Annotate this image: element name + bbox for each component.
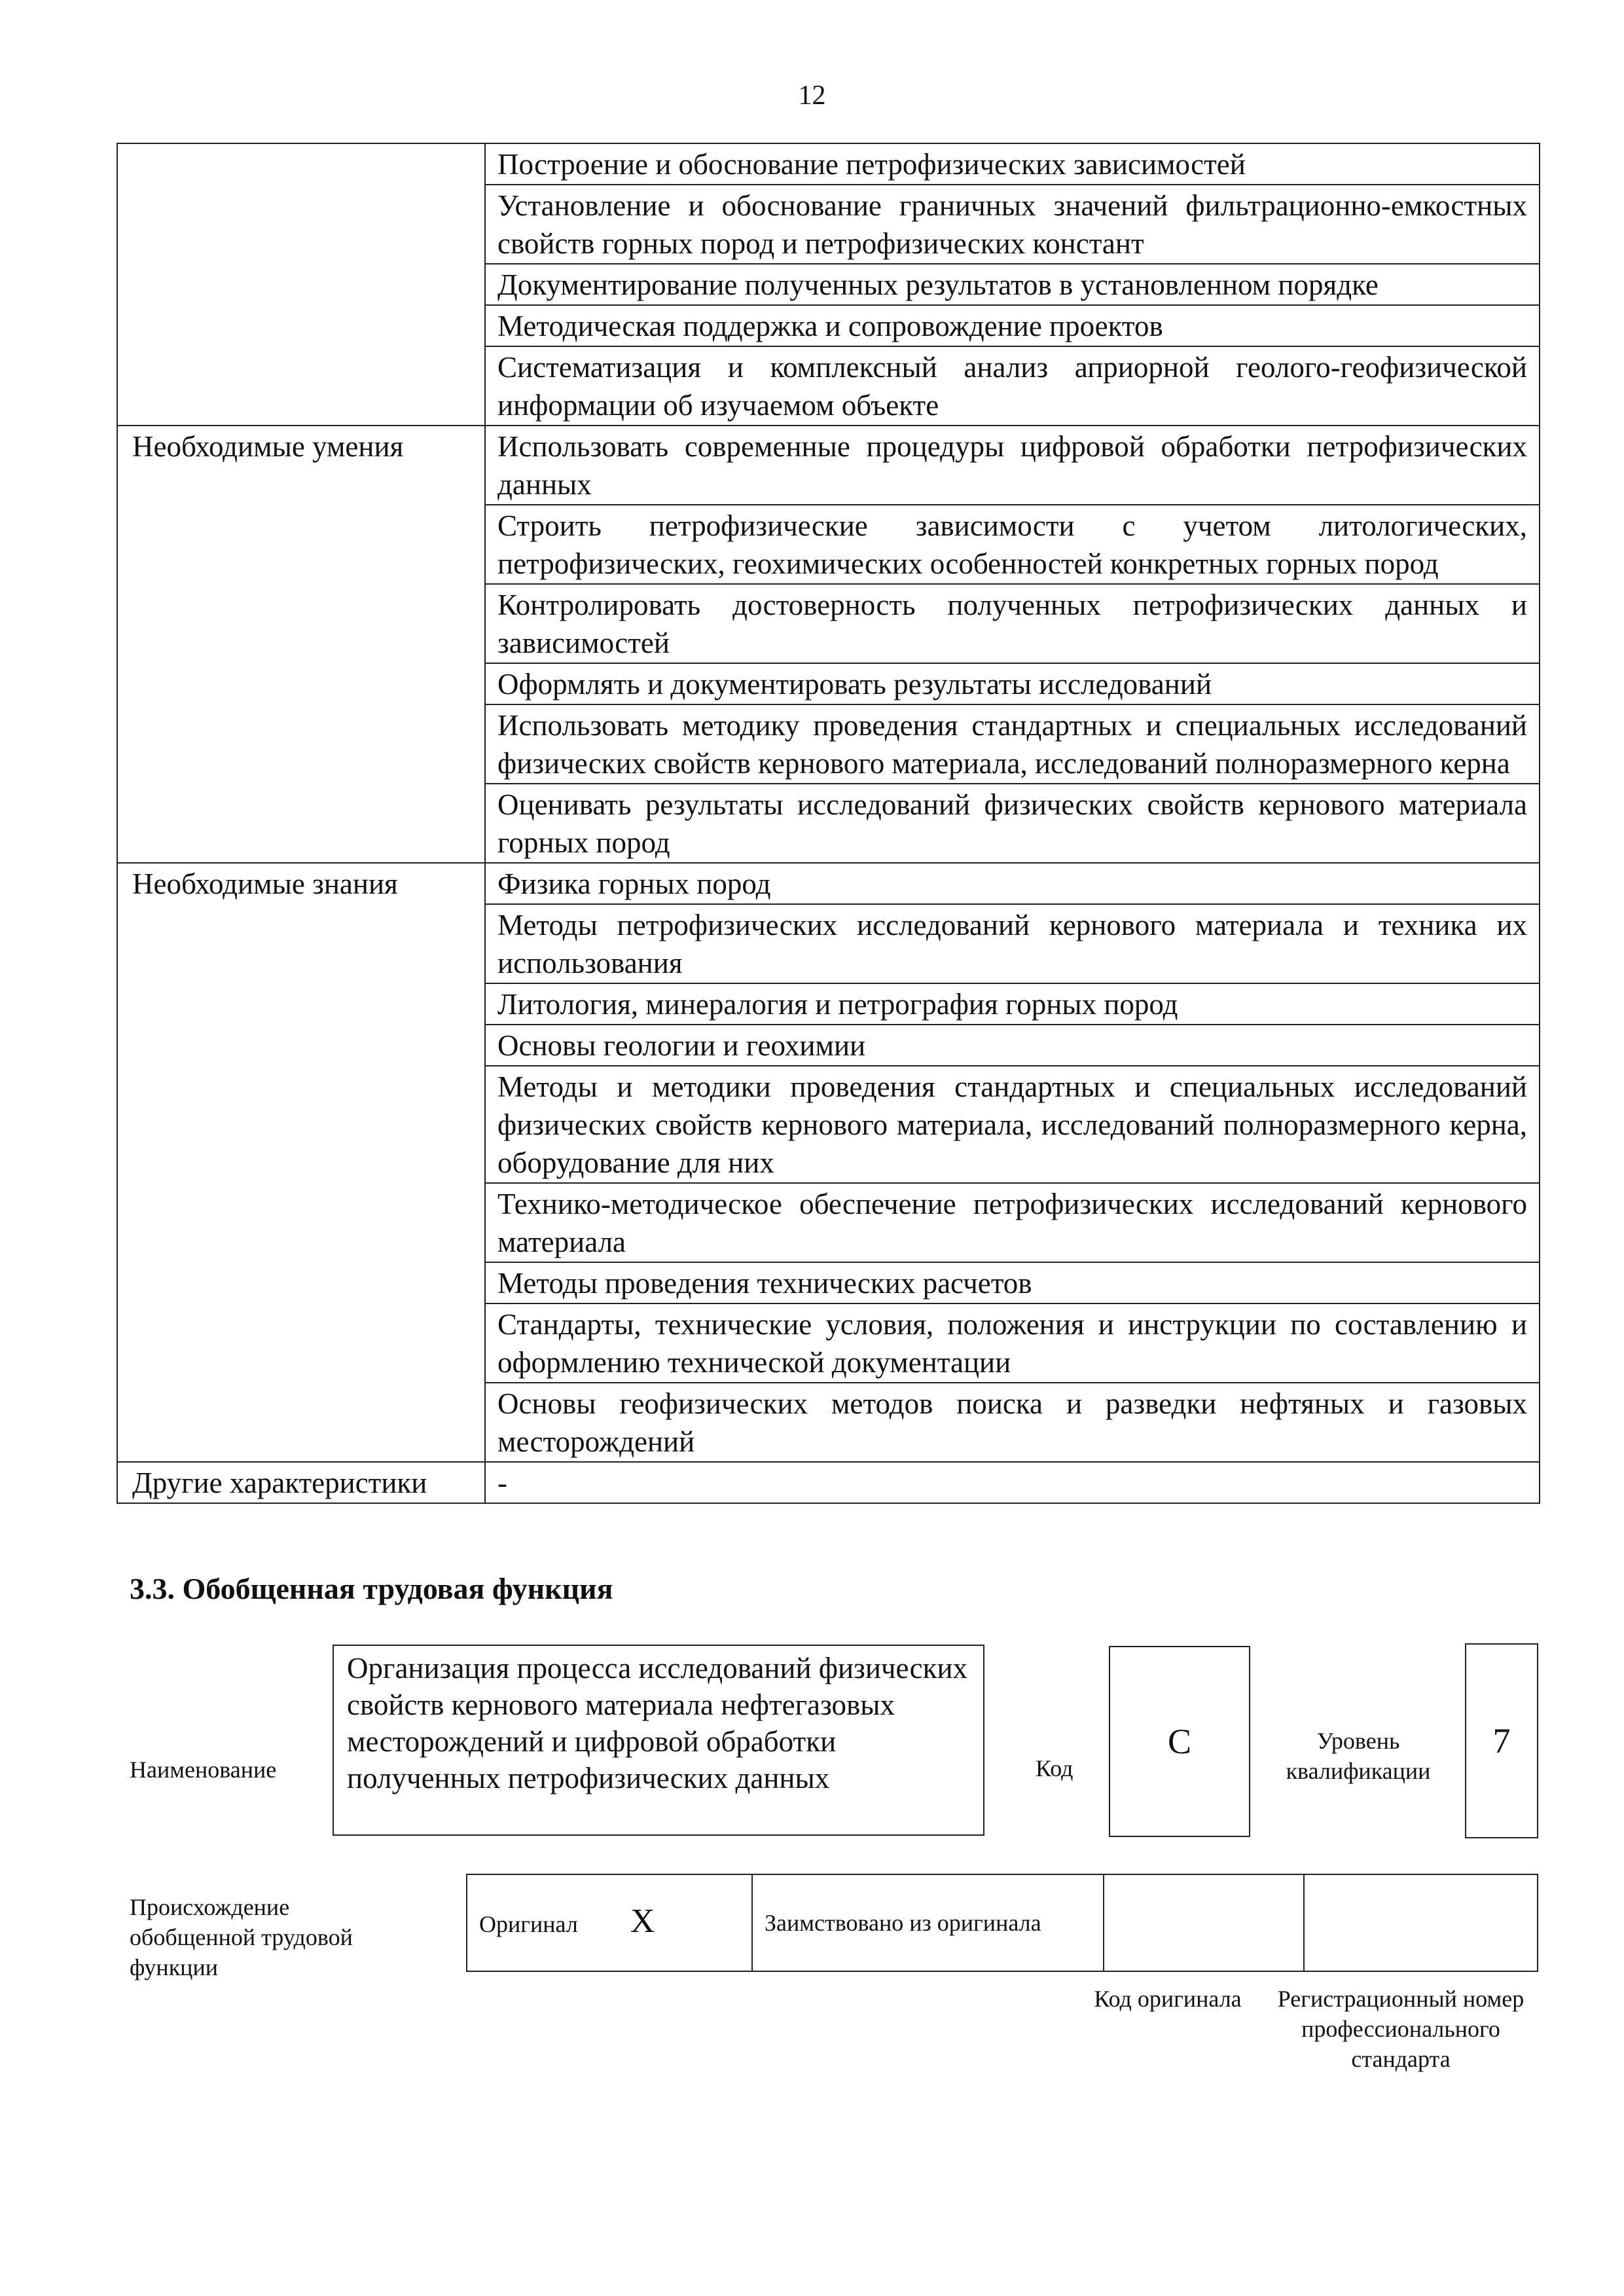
origin-code-cell: [1104, 1874, 1304, 1971]
row-item: Методическая поддержка и сопровождение проектов: [485, 305, 1540, 346]
row-item: Систематизация и комплексный анализ априорной геолого-геофизической информации об изучаемом объекте: [485, 346, 1540, 426]
row-item: Методы и методики проведения стандартных и специальных исследований физических свойств кернового материала, исследований полноразмерного керна, оборудование для них: [485, 1066, 1540, 1183]
section-title: 3.3. Обобщенная трудовая функция: [130, 1572, 613, 1605]
row-item: Технико-методическое обеспечение петрофизических исследований кернового материала: [485, 1183, 1540, 1262]
page-number: 12: [798, 81, 826, 111]
row-item: Основы геологии и геохимии: [485, 1025, 1540, 1066]
row-item: Установление и обоснование граничных значений фильтрационно-емкостных свойств горных пород и петрофизических констант: [485, 185, 1540, 264]
origin-borrowed-cell: [752, 1874, 1104, 1971]
row-label: Необходимые умения: [117, 426, 485, 863]
row-item: Оценивать результаты исследований физических свойств кернового материала горных пород: [485, 784, 1540, 863]
requirements-table: [117, 143, 1540, 1504]
borrowed-label: Заимствовано из оригинала: [765, 1910, 1041, 1936]
origin-code-caption: Код оригинала: [1094, 1986, 1242, 2012]
function-name-box: Организация процесса исследований физических свойств кернового материала нефтегазовых месторождений и цифровой обработки полученных петрофизических данных: [333, 1645, 984, 1836]
row-label: Необходимые знания: [117, 863, 485, 1462]
requirements-table-body: [117, 143, 1540, 1503]
qualification-level-label: Уровень квалификации: [1286, 1728, 1431, 1784]
row-item: Документирование полученных результатов в установленном порядке: [485, 264, 1540, 305]
origin-reg-caption: Регистрационный номер профессионального стандарта: [1277, 1986, 1525, 2072]
origin-reg-number-cell: [1304, 1874, 1538, 1971]
function-code-box: C: [1109, 1646, 1250, 1837]
row-item: Литология, минералогия и петрография горных пород: [485, 983, 1540, 1025]
row-item: Методы петрофизических исследований кернового материала и техника их использования: [485, 904, 1540, 983]
table-row: [117, 1462, 1540, 1503]
row-item: Основы геофизических методов поиска и разведки нефтяных и газовых месторождений: [485, 1383, 1540, 1462]
table-row: [117, 863, 1540, 904]
name-label: Наименование: [130, 1757, 277, 1783]
origin-table: [466, 1874, 1538, 1972]
row-item: Построение и обоснование петрофизических зависимостей: [485, 143, 1540, 185]
original-label: Оригинал: [479, 1911, 578, 1937]
row-item: Физика горных пород: [485, 863, 1540, 904]
table-row: [117, 143, 1540, 185]
qualification-level-box: 7: [1465, 1643, 1538, 1838]
origin-original-cell: [467, 1874, 752, 1971]
row-item: Строить петрофизические зависимости с учетом литологических, петрофизических, геохимических особенностей конкретных горных пород: [485, 505, 1540, 584]
row-item: Использовать методику проведения стандартных и специальных исследований физических свойств кернового материала, исследований полноразмерного керна: [485, 704, 1540, 784]
row-item: Контролировать достоверность полученных петрофизических данных и зависимостей: [485, 584, 1540, 663]
origin-label: Происхождение обобщенной трудовой функции: [130, 1894, 353, 1980]
row-label: Другие характеристики: [117, 1462, 485, 1503]
table-row: [117, 426, 1540, 505]
row-item: Использовать современные процедуры цифровой обработки петрофизических данных: [485, 426, 1540, 505]
code-label: Код: [1036, 1755, 1074, 1781]
row-item: Методы проведения технических расчетов: [485, 1262, 1540, 1303]
row-item: Стандарты, технические условия, положения и инструкции по составлению и оформлению технической документации: [485, 1303, 1540, 1383]
row-item: Оформлять и документировать результаты исследований: [485, 663, 1540, 704]
original-mark: X: [630, 1903, 655, 1940]
row-item: -: [485, 1462, 1540, 1503]
row-label: [117, 143, 485, 426]
